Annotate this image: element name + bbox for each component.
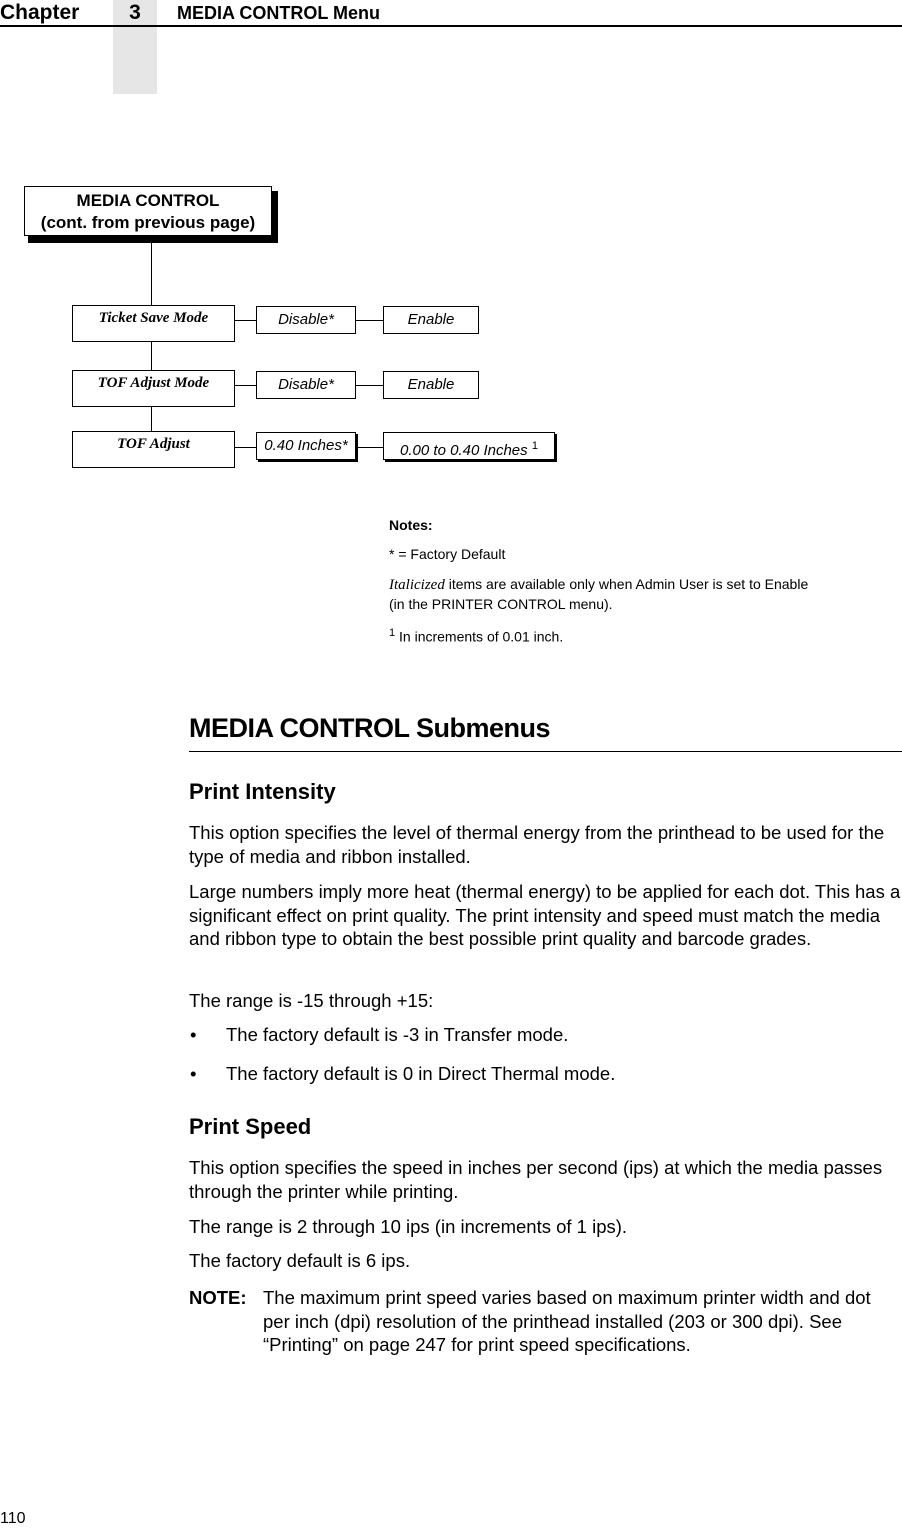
- chapter-label: Chapter: [0, 1, 80, 24]
- notes-italic-rest2: (in the PRINTER CONTROL menu).: [389, 596, 613, 612]
- print-intensity-paragraph-3: The range is -15 through +15:: [189, 990, 434, 1011]
- menu-item-ticket-save-mode: Ticket Save Mode: [72, 305, 235, 342]
- option-tof-adjust-range-text: 0.00 to 0.40 Inches: [400, 442, 528, 459]
- connector-root-to-row1: [151, 243, 152, 305]
- bullet-marker: •: [190, 1063, 197, 1084]
- root-menu-line2: (cont. from previous page): [40, 213, 256, 232]
- notes-footnote: [389, 624, 563, 646]
- option-tof-adjust-mode-enable: Enable: [383, 371, 479, 399]
- note-label: NOTE:: [189, 1287, 247, 1308]
- notes-italicized: [389, 575, 899, 594]
- menu-item-tof-adjust: TOF Adjust: [72, 431, 235, 468]
- print-speed-paragraph-2: The range is 2 through 10 ips (in increments of 1 ips).: [189, 1216, 628, 1237]
- print-intensity-paragraph-2: Large numbers imply more heat (thermal energy) to be applied for each dot. This has a significant effect on print quality. The print intensity and speed must match the media and ribbon type to obtain the best possible print quality and barcode grades.: [189, 881, 901, 949]
- connector-row2-to-row3: [151, 407, 152, 433]
- option-ticket-save-default: Disable*: [256, 306, 356, 334]
- section-rule: [189, 751, 902, 752]
- option-tof-adjust-range: [383, 432, 555, 460]
- running-header-title: MEDIA CONTROL Menu: [177, 3, 380, 23]
- heading-print-intensity: Print Intensity: [189, 779, 336, 804]
- menu-item-tof-adjust-mode: TOF Adjust Mode: [72, 370, 235, 407]
- connector-row3-default-option: [358, 447, 383, 448]
- connector-row1-to-row2: [151, 341, 152, 371]
- option-ticket-save-enable: Enable: [383, 306, 479, 334]
- option-tof-adjust-range-footnote: 1: [531, 440, 538, 452]
- note-text: The maximum print speed varies based on maximum printer width and dot per inch (dpi) resolution of the printhead installed (203 or 300 dpi). See “Printing” on page 247 for print speed specifications.: [263, 1287, 871, 1355]
- notes-footnote-mark: 1: [389, 627, 396, 639]
- heading-print-speed: Print Speed: [189, 1114, 312, 1139]
- section-title: MEDIA CONTROL Submenus: [189, 713, 551, 743]
- notes-factory-default: * = Factory Default: [389, 546, 506, 562]
- notes-footnote-text: In increments of 0.01 inch.: [395, 628, 564, 645]
- print-speed-paragraph-3: The factory default is 6 ips.: [189, 1250, 411, 1271]
- connector-row2-menu-default: [235, 385, 256, 386]
- connector-row1-default-option: [356, 320, 383, 321]
- print-intensity-paragraph-1: This option specifies the level of thermal energy from the printhead to be used for the type of media and ribbon installed.: [189, 822, 885, 867]
- bullet-transfer-mode: The factory default is -3 in Transfer mode.: [226, 1024, 569, 1045]
- option-tof-adjust-default: 0.40 Inches*: [256, 432, 356, 460]
- notes-italic-rest: items are available only when Admin User is set to Enable: [444, 576, 809, 592]
- root-menu-box: [24, 186, 272, 236]
- bullet-direct-thermal-mode: The factory default is 0 in Direct Thermal mode.: [226, 1063, 616, 1084]
- connector-row1-menu-default: [235, 320, 256, 321]
- chapter-number: 3: [129, 1, 141, 24]
- bullet-marker: •: [190, 1024, 197, 1045]
- connector-row3-menu-default: [235, 447, 256, 448]
- option-tof-adjust-mode-default: Disable*: [256, 371, 356, 399]
- notes-title: Notes:: [389, 517, 433, 533]
- notes-italic-word: Italicized: [389, 577, 445, 593]
- connector-row2-default-option: [356, 385, 383, 386]
- print-speed-paragraph-1: This option specifies the speed in inches per second (ips) at which the media passes through the printer while printing.: [189, 1157, 883, 1202]
- header-rule: [0, 25, 902, 27]
- root-menu-line1: MEDIA CONTROL: [76, 191, 220, 210]
- page-number: 110: [0, 1510, 26, 1527]
